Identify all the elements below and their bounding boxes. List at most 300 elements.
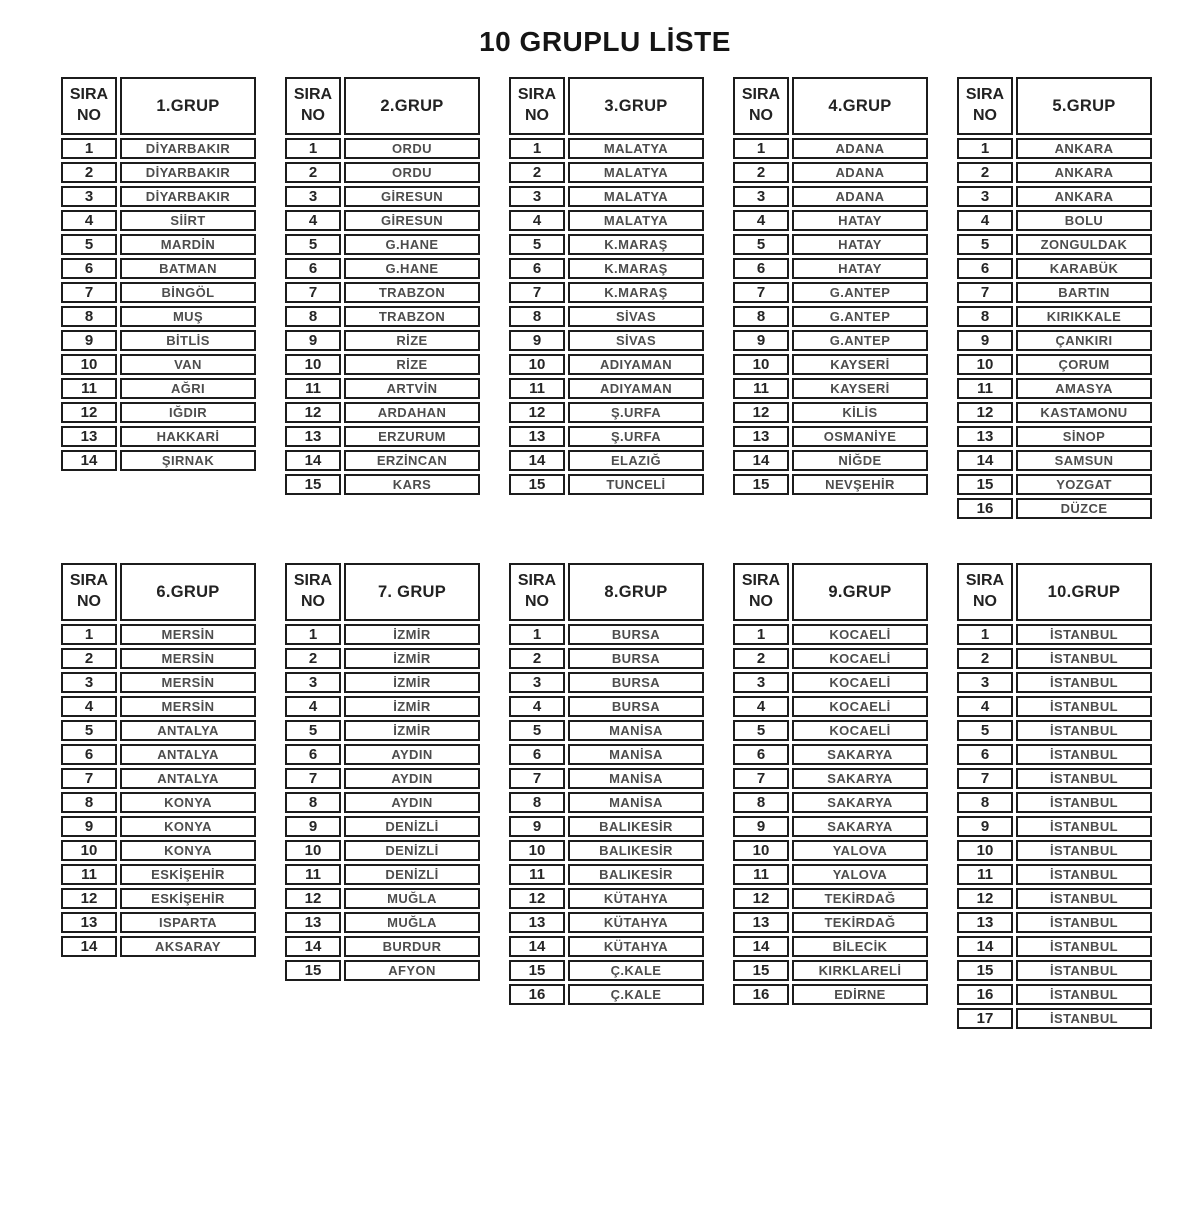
sira-no-cell: 8 [509, 306, 565, 327]
sira-no-cell: 9 [733, 816, 789, 837]
sira-no-cell: 14 [285, 936, 341, 957]
table-row [509, 912, 704, 933]
city-cell: DİYARBAKIR [120, 162, 256, 183]
sira-no-cell: 2 [733, 162, 789, 183]
table-row [61, 186, 256, 207]
sira-no-cell: 5 [509, 234, 565, 255]
sira-no-cell: 1 [957, 138, 1013, 159]
table-row [285, 282, 480, 303]
table-row [957, 234, 1152, 255]
table-row [509, 474, 704, 495]
table-row [957, 402, 1152, 423]
city-cell: AYDIN [344, 768, 480, 789]
city-cell: NEVŞEHİR [792, 474, 928, 495]
table-row [285, 696, 480, 717]
city-cell: VAN [120, 354, 256, 375]
city-cell: YALOVA [792, 840, 928, 861]
group-table-9 [730, 560, 931, 1008]
table-row [61, 696, 256, 717]
sira-no-cell: 12 [733, 402, 789, 423]
sira-no-cell: 7 [509, 282, 565, 303]
table-row [509, 330, 704, 351]
sira-no-cell: 11 [285, 864, 341, 885]
sira-no-cell: 3 [285, 186, 341, 207]
table-row [957, 888, 1152, 909]
header-row [733, 77, 928, 135]
city-cell: MUĞLA [344, 888, 480, 909]
sira-no-cell: 4 [509, 210, 565, 231]
sira-no-cell: 8 [733, 792, 789, 813]
sira-no-cell: 12 [509, 402, 565, 423]
table-row [733, 624, 928, 645]
table-row [285, 624, 480, 645]
table-row [957, 378, 1152, 399]
city-cell: KOCAELİ [792, 624, 928, 645]
sira-no-cell: 13 [957, 912, 1013, 933]
sira-no-cell: 12 [957, 888, 1013, 909]
sira-no-cell: 5 [733, 720, 789, 741]
sira-no-cell: 6 [285, 258, 341, 279]
sira-no-cell: 3 [957, 186, 1013, 207]
city-cell: BURDUR [344, 936, 480, 957]
group-name-header: 7. GRUP [344, 563, 480, 621]
table-row [733, 984, 928, 1005]
table-row [733, 162, 928, 183]
city-cell: ORDU [344, 138, 480, 159]
table-row [61, 744, 256, 765]
sira-no-cell: 10 [733, 354, 789, 375]
sira-no-cell: 14 [733, 936, 789, 957]
table-row [509, 450, 704, 471]
table-row [733, 378, 928, 399]
sira-no-cell: 9 [733, 330, 789, 351]
table-row [509, 162, 704, 183]
table-row [957, 474, 1152, 495]
group-name-header: 9.GRUP [792, 563, 928, 621]
header-row [285, 563, 480, 621]
table-row [957, 960, 1152, 981]
group-table-1 [58, 74, 259, 474]
sira-no-cell: 4 [61, 210, 117, 231]
city-cell: TRABZON [344, 306, 480, 327]
sira-no-cell: 6 [733, 744, 789, 765]
city-cell: KIRKLARELİ [792, 960, 928, 981]
city-cell: KIRIKKALE [1016, 306, 1152, 327]
city-cell: G.ANTEP [792, 282, 928, 303]
sira-no-cell: 8 [61, 306, 117, 327]
sira-no-header: SIRA NO [61, 563, 117, 621]
sira-no-cell: 10 [285, 354, 341, 375]
sira-no-cell: 3 [733, 186, 789, 207]
table-row [509, 138, 704, 159]
table-row [285, 888, 480, 909]
table-row [285, 330, 480, 351]
sira-no-cell: 15 [285, 960, 341, 981]
group-table-10 [954, 560, 1155, 1032]
city-cell: ADIYAMAN [568, 378, 704, 399]
group-table-8 [506, 560, 707, 1008]
city-cell: TRABZON [344, 282, 480, 303]
city-cell: SİNOP [1016, 426, 1152, 447]
header-row [61, 563, 256, 621]
header-row [733, 563, 928, 621]
city-cell: MERSİN [120, 696, 256, 717]
sira-no-cell: 4 [733, 210, 789, 231]
city-cell: İZMİR [344, 648, 480, 669]
sira-no-cell: 11 [733, 864, 789, 885]
sira-no-cell: 2 [285, 648, 341, 669]
sira-no-cell: 11 [509, 378, 565, 399]
sira-no-cell: 1 [285, 624, 341, 645]
city-cell: ESKİŞEHİR [120, 888, 256, 909]
sira-no-cell: 10 [509, 840, 565, 861]
sira-no-cell: 3 [61, 186, 117, 207]
city-cell: MALATYA [568, 186, 704, 207]
group-name-header: 4.GRUP [792, 77, 928, 135]
city-cell: SAMSUN [1016, 450, 1152, 471]
table-row [285, 672, 480, 693]
header-row [957, 77, 1152, 135]
city-cell: ANKARA [1016, 162, 1152, 183]
table-row [61, 330, 256, 351]
sira-no-cell: 10 [285, 840, 341, 861]
sira-no-cell: 10 [733, 840, 789, 861]
sira-no-cell: 10 [957, 354, 1013, 375]
city-cell: OSMANİYE [792, 426, 928, 447]
table-row [509, 624, 704, 645]
group-name-header: 8.GRUP [568, 563, 704, 621]
group-name-header: 3.GRUP [568, 77, 704, 135]
city-cell: MALATYA [568, 210, 704, 231]
table-row [285, 258, 480, 279]
sira-no-cell: 10 [61, 840, 117, 861]
table-row [509, 984, 704, 1005]
table-row [957, 306, 1152, 327]
table-row [61, 450, 256, 471]
city-cell: BALIKESİR [568, 864, 704, 885]
table-row [285, 450, 480, 471]
table-row [733, 306, 928, 327]
table-row [733, 672, 928, 693]
table-row [733, 936, 928, 957]
table-row [957, 426, 1152, 447]
sira-no-cell: 5 [733, 234, 789, 255]
sira-no-cell: 16 [957, 498, 1013, 519]
city-cell: MUŞ [120, 306, 256, 327]
table-row [957, 792, 1152, 813]
sira-no-cell: 13 [509, 426, 565, 447]
city-cell: KÜTAHYA [568, 936, 704, 957]
table-row [957, 648, 1152, 669]
sira-no-cell: 1 [61, 624, 117, 645]
city-cell: AYDIN [344, 744, 480, 765]
sira-no-cell: 13 [957, 426, 1013, 447]
city-cell: DENİZLİ [344, 840, 480, 861]
table-row [285, 960, 480, 981]
city-cell: ANTALYA [120, 744, 256, 765]
sira-no-cell: 13 [733, 426, 789, 447]
table-row [733, 258, 928, 279]
sira-no-cell: 4 [957, 696, 1013, 717]
sira-no-cell: 10 [509, 354, 565, 375]
header-row [61, 77, 256, 135]
city-cell: ADIYAMAN [568, 354, 704, 375]
city-cell: İSTANBUL [1016, 720, 1152, 741]
sira-no-cell: 15 [957, 960, 1013, 981]
table-row [61, 354, 256, 375]
sira-no-cell: 12 [61, 888, 117, 909]
table-row [285, 816, 480, 837]
group-table-3 [506, 74, 707, 498]
sira-no-cell: 6 [957, 258, 1013, 279]
city-cell: İSTANBUL [1016, 864, 1152, 885]
table-row [509, 648, 704, 669]
sira-no-cell: 9 [509, 816, 565, 837]
sira-no-cell: 7 [61, 768, 117, 789]
city-cell: ADANA [792, 138, 928, 159]
city-cell: MERSİN [120, 648, 256, 669]
city-cell: G.HANE [344, 258, 480, 279]
table-row [285, 378, 480, 399]
table-row [957, 282, 1152, 303]
city-cell: GİRESUN [344, 186, 480, 207]
city-cell: ANKARA [1016, 186, 1152, 207]
table-row [509, 282, 704, 303]
table-row [733, 354, 928, 375]
city-cell: İSTANBUL [1016, 816, 1152, 837]
city-cell: KOCAELİ [792, 672, 928, 693]
table-row [957, 1008, 1152, 1029]
sira-no-cell: 5 [61, 720, 117, 741]
sira-no-cell: 9 [285, 816, 341, 837]
table-row [733, 960, 928, 981]
city-cell: İSTANBUL [1016, 672, 1152, 693]
city-cell: İSTANBUL [1016, 960, 1152, 981]
city-cell: KARABÜK [1016, 258, 1152, 279]
sira-no-header: SIRA NO [957, 563, 1013, 621]
city-cell: BOLU [1016, 210, 1152, 231]
table-row [61, 162, 256, 183]
city-cell: GİRESUN [344, 210, 480, 231]
sira-no-cell: 9 [61, 330, 117, 351]
city-cell: SİVAS [568, 330, 704, 351]
table-row [509, 744, 704, 765]
table-row [285, 912, 480, 933]
sira-no-cell: 4 [733, 696, 789, 717]
city-cell: MUĞLA [344, 912, 480, 933]
sira-no-cell: 9 [957, 816, 1013, 837]
city-cell: ZONGULDAK [1016, 234, 1152, 255]
city-cell: MALATYA [568, 162, 704, 183]
sira-no-cell: 11 [61, 864, 117, 885]
table-row [285, 474, 480, 495]
city-cell: İZMİR [344, 720, 480, 741]
sira-no-header: SIRA NO [957, 77, 1013, 135]
city-cell: MANİSA [568, 720, 704, 741]
sira-no-cell: 11 [957, 378, 1013, 399]
sira-no-cell: 2 [509, 648, 565, 669]
city-cell: İZMİR [344, 672, 480, 693]
city-cell: KARS [344, 474, 480, 495]
table-row [509, 888, 704, 909]
sira-no-cell: 12 [509, 888, 565, 909]
city-cell: SAKARYA [792, 768, 928, 789]
city-cell: ISPARTA [120, 912, 256, 933]
city-cell: KOCAELİ [792, 696, 928, 717]
city-cell: K.MARAŞ [568, 234, 704, 255]
table-row [285, 768, 480, 789]
sira-no-cell: 13 [61, 912, 117, 933]
table-row [285, 234, 480, 255]
city-cell: BİLECİK [792, 936, 928, 957]
group-table-7 [282, 560, 483, 984]
table-row [957, 744, 1152, 765]
city-cell: ORDU [344, 162, 480, 183]
sira-no-cell: 7 [957, 768, 1013, 789]
city-cell: İSTANBUL [1016, 912, 1152, 933]
sira-no-cell: 5 [957, 720, 1013, 741]
city-cell: TEKİRDAĞ [792, 912, 928, 933]
table-row [61, 210, 256, 231]
sira-no-cell: 14 [61, 936, 117, 957]
table-row [957, 912, 1152, 933]
table-row [61, 864, 256, 885]
sira-no-cell: 8 [957, 306, 1013, 327]
city-cell: YOZGAT [1016, 474, 1152, 495]
city-cell: K.MARAŞ [568, 258, 704, 279]
table-row [61, 426, 256, 447]
city-cell: TEKİRDAĞ [792, 888, 928, 909]
sira-no-cell: 13 [509, 912, 565, 933]
sira-no-cell: 9 [957, 330, 1013, 351]
sira-no-cell: 2 [285, 162, 341, 183]
table-row [733, 840, 928, 861]
table-row [733, 744, 928, 765]
city-cell: KASTAMONU [1016, 402, 1152, 423]
city-cell: G.HANE [344, 234, 480, 255]
sira-no-cell: 7 [509, 768, 565, 789]
city-cell: AKSARAY [120, 936, 256, 957]
city-cell: İSTANBUL [1016, 984, 1152, 1005]
table-row [509, 426, 704, 447]
table-row [733, 402, 928, 423]
sira-no-cell: 12 [733, 888, 789, 909]
city-cell: YALOVA [792, 864, 928, 885]
sira-no-cell: 14 [509, 450, 565, 471]
sira-no-cell: 6 [61, 744, 117, 765]
table-row [733, 282, 928, 303]
group-name-header: 1.GRUP [120, 77, 256, 135]
city-cell: ELAZIĞ [568, 450, 704, 471]
city-cell: KAYSERİ [792, 354, 928, 375]
sira-no-cell: 15 [733, 960, 789, 981]
sira-no-cell: 14 [957, 936, 1013, 957]
city-cell: BURSA [568, 624, 704, 645]
sira-no-cell: 4 [285, 696, 341, 717]
city-cell: DENİZLİ [344, 864, 480, 885]
table-row [509, 768, 704, 789]
city-cell: SİVAS [568, 306, 704, 327]
city-cell: AMASYA [1016, 378, 1152, 399]
table-row [61, 816, 256, 837]
table-row [61, 138, 256, 159]
table-row [957, 840, 1152, 861]
city-cell: MERSİN [120, 624, 256, 645]
table-row [509, 720, 704, 741]
group-table-2 [282, 74, 483, 498]
city-cell: Ç.KALE [568, 984, 704, 1005]
table-row [733, 474, 928, 495]
city-cell: İSTANBUL [1016, 840, 1152, 861]
table-row [733, 912, 928, 933]
city-cell: RİZE [344, 354, 480, 375]
group-table-6 [58, 560, 259, 960]
sira-no-cell: 13 [285, 426, 341, 447]
sira-no-cell: 3 [733, 672, 789, 693]
table-row [733, 696, 928, 717]
sira-no-cell: 15 [509, 960, 565, 981]
city-cell: İSTANBUL [1016, 744, 1152, 765]
group-name-header: 6.GRUP [120, 563, 256, 621]
table-row [285, 426, 480, 447]
table-row [733, 648, 928, 669]
sira-no-header: SIRA NO [285, 77, 341, 135]
city-cell: AĞRI [120, 378, 256, 399]
header-row [957, 563, 1152, 621]
sira-no-cell: 16 [957, 984, 1013, 1005]
city-cell: ANTALYA [120, 720, 256, 741]
city-cell: HATAY [792, 234, 928, 255]
city-cell: DİYARBAKIR [120, 186, 256, 207]
sira-no-cell: 12 [285, 402, 341, 423]
group-name-header: 10.GRUP [1016, 563, 1152, 621]
sira-no-cell: 2 [957, 162, 1013, 183]
city-cell: İZMİR [344, 696, 480, 717]
sira-no-cell: 9 [509, 330, 565, 351]
table-row [61, 888, 256, 909]
page-title: 10 GRUPLU LİSTE [479, 26, 731, 57]
table-row [509, 354, 704, 375]
city-cell: G.ANTEP [792, 306, 928, 327]
table-row [733, 426, 928, 447]
table-row [285, 162, 480, 183]
table-row [733, 768, 928, 789]
sira-no-cell: 8 [285, 792, 341, 813]
city-cell: MALATYA [568, 138, 704, 159]
sira-no-cell: 3 [509, 186, 565, 207]
sira-no-cell: 2 [733, 648, 789, 669]
table-row [957, 186, 1152, 207]
sira-no-header: SIRA NO [509, 77, 565, 135]
city-cell: ARTVİN [344, 378, 480, 399]
sira-no-cell: 11 [509, 864, 565, 885]
sira-no-cell: 6 [509, 744, 565, 765]
table-row [509, 234, 704, 255]
sira-no-cell: 8 [957, 792, 1013, 813]
table-row [733, 816, 928, 837]
sira-no-header: SIRA NO [733, 563, 789, 621]
city-cell: K.MARAŞ [568, 282, 704, 303]
city-cell: HATAY [792, 258, 928, 279]
sira-no-cell: 12 [61, 402, 117, 423]
sira-no-cell: 3 [285, 672, 341, 693]
city-cell: ŞIRNAK [120, 450, 256, 471]
table-row [61, 936, 256, 957]
sira-no-cell: 11 [733, 378, 789, 399]
tables-row-bottom [0, 560, 1200, 1032]
table-row [509, 840, 704, 861]
sira-no-cell: 1 [509, 138, 565, 159]
